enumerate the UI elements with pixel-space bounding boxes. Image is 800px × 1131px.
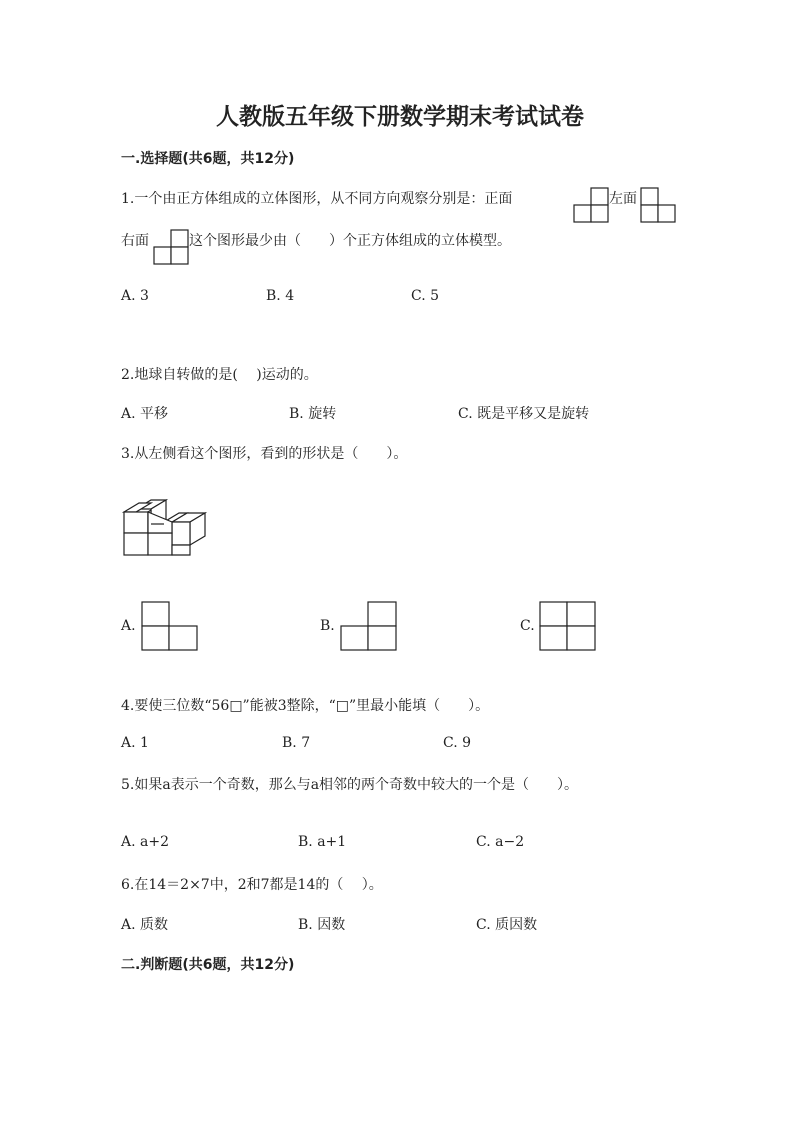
question-1-stem-part4: 这个图形最少由（ ）个正方体组成的立体模型。 bbox=[189, 233, 511, 249]
question-2-option-a[interactable]: A. 平移 bbox=[121, 406, 169, 422]
question-2-option-b[interactable]: B. 旋转 bbox=[289, 406, 337, 422]
question-3-stem: 3.从左侧看这个图形，看到的形状是（ ）。 bbox=[121, 446, 408, 462]
left-view-figure bbox=[641, 188, 677, 224]
question-4-option-a[interactable]: A. 1 bbox=[121, 735, 149, 751]
question-6-option-c[interactable]: C. 质因数 bbox=[476, 917, 538, 933]
question-6-option-b[interactable]: B. 因数 bbox=[298, 917, 346, 933]
option-c-figure[interactable] bbox=[539, 601, 597, 651]
question-1-option-c[interactable]: C. 5 bbox=[411, 288, 440, 304]
question-4-option-b[interactable]: B. 7 bbox=[282, 735, 311, 751]
page-title: 人教版五年级下册数学期末考试试卷 bbox=[216, 103, 584, 130]
question-5-stem: 5.如果a表示一个奇数，那么与a相邻的两个奇数中较大的一个是（ ）。 bbox=[121, 777, 579, 793]
section-heading-judgement: 二.判断题(共6题，共12分) bbox=[121, 957, 295, 973]
question-5-option-b[interactable]: B. a+1 bbox=[298, 834, 347, 850]
question-3-option-a[interactable]: A. bbox=[121, 618, 136, 634]
question-3-option-b[interactable]: B. bbox=[320, 618, 335, 634]
question-6-stem: 6.在14＝2×7中，2和7都是14的（ ）。 bbox=[121, 877, 383, 893]
question-4-stem: 4.要使三位数“56□”能被3整除，“□”里最小能填（ ）。 bbox=[121, 698, 490, 714]
front-view-figure bbox=[574, 188, 610, 224]
question-3-option-c[interactable]: C. bbox=[520, 618, 535, 634]
isometric-cube-figure bbox=[124, 500, 208, 557]
question-1-stem-part3: 右面 bbox=[121, 233, 149, 249]
section-heading-choice: 一.选择题(共6题，共12分) bbox=[121, 151, 295, 167]
question-1-stem-part2: 左面 bbox=[609, 191, 637, 207]
question-4-option-c[interactable]: C. 9 bbox=[443, 735, 472, 751]
question-5-option-c[interactable]: C. a−2 bbox=[476, 834, 525, 850]
question-5-option-a[interactable]: A. a+2 bbox=[121, 834, 169, 850]
question-2-option-c[interactable]: C. 既是平移又是旋转 bbox=[458, 406, 590, 422]
option-a-figure[interactable] bbox=[141, 601, 199, 651]
right-view-figure bbox=[154, 230, 190, 266]
question-1-option-a[interactable]: A. 3 bbox=[121, 288, 149, 304]
question-2-stem: 2.地球自转做的是( )运动的。 bbox=[121, 367, 318, 383]
option-b-figure[interactable] bbox=[340, 601, 398, 651]
question-1-option-b[interactable]: B. 4 bbox=[266, 288, 295, 304]
question-6-option-a[interactable]: A. 质数 bbox=[121, 917, 169, 933]
question-1-stem-part1: 1.一个由正方体组成的立体图形，从不同方向观察分别是：正面 bbox=[121, 191, 513, 207]
